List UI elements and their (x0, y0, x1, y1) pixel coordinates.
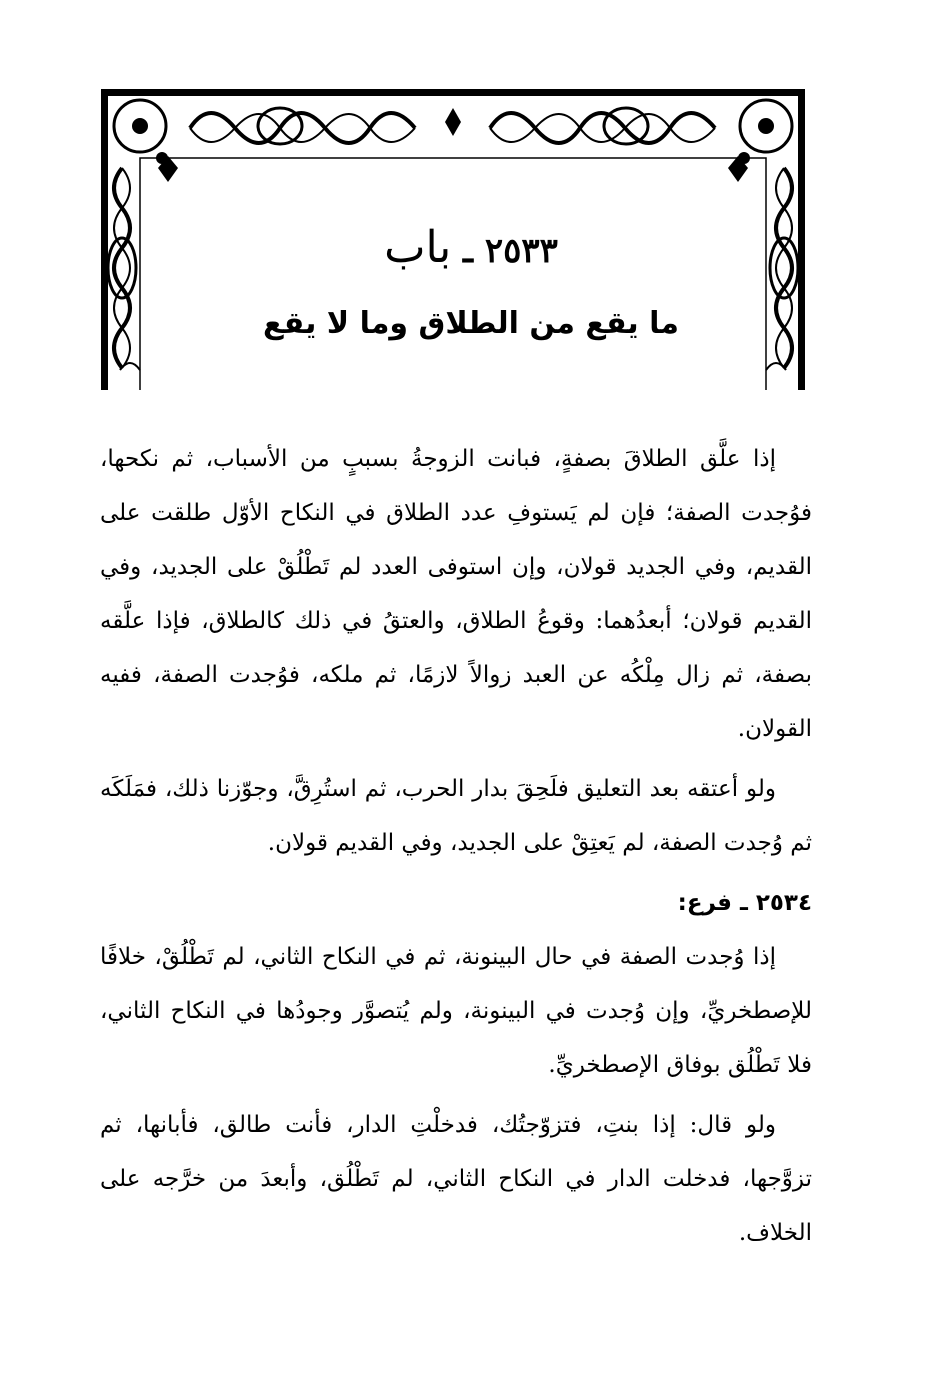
body-text (100, 432, 812, 1266)
chapter-dash: ـ (463, 231, 473, 271)
chapter-number: ٢٥٣٣ (484, 231, 558, 271)
chapter-word: باب (384, 222, 452, 273)
paragraph-3: إذا وُجدت الصفة في حال البينونة، ثم في النكاح الثاني، لم تَطْلُقْ، خلافًا للإصطخريِّ، وإن وُجدت في البينونة، ولم يُتصوَّر وجودُها في النكاح الثاني، فلا تَطْلُق بوفاق الإصطخريِّ. (100, 944, 812, 1078)
paragraph-2: ولو أعتقه بعد التعليق فلَحِقَ بدار الحرب، ثم استُرِقَّ، وجوّزنا ذلك، فمَلَكَه ثم وُجدت الصفة، لم يَعتِقْ على الجديد، وفي القديم قولان. (100, 776, 812, 856)
section-label: فرع: (677, 890, 732, 916)
section-dash: ـ (739, 890, 748, 916)
paragraph-4: ولو قال: إذا بنتِ، فتزوّجتُك، فدخلْتِ الدار، فأنت طالق، فأبانها، ثم تزوَّجها، فدخلت الدار في النكاح الثاني، لم تَطْلُق، وأبعدَ من خرَّجه على الخلاف. (100, 1112, 812, 1246)
section-number: ٢٥٣٤ (755, 890, 812, 916)
section-heading (100, 876, 812, 930)
chapter-heading (0, 222, 942, 273)
chapter-title: ما يقع من الطلاق وما لا يقع (263, 306, 679, 341)
paragraph-1: إذا علَّق الطلاقَ بصفةٍ، فبانت الزوجةُ بسببٍ من الأسباب، ثم نكحها، فوُجدت الصفة؛ فإن لم يَستوفِ عدد الطلاق في النكاح الأوّل طلقت على القديم، وفي الجديد قولان، وإن استوفى العدد لم تَطْلُقْ على الجديد، وفي القديم قولان؛ أبعدُهما: وقوعُ الطلاق، والعتقُ في ذلك كالطلاق، فإذا علَّقه بصفة، ثم زال مِلْكُه عن العبد زوالاً لازمًا، ثم ملكه، فوُجدت الصفة، ففيه القولان. (100, 446, 812, 742)
